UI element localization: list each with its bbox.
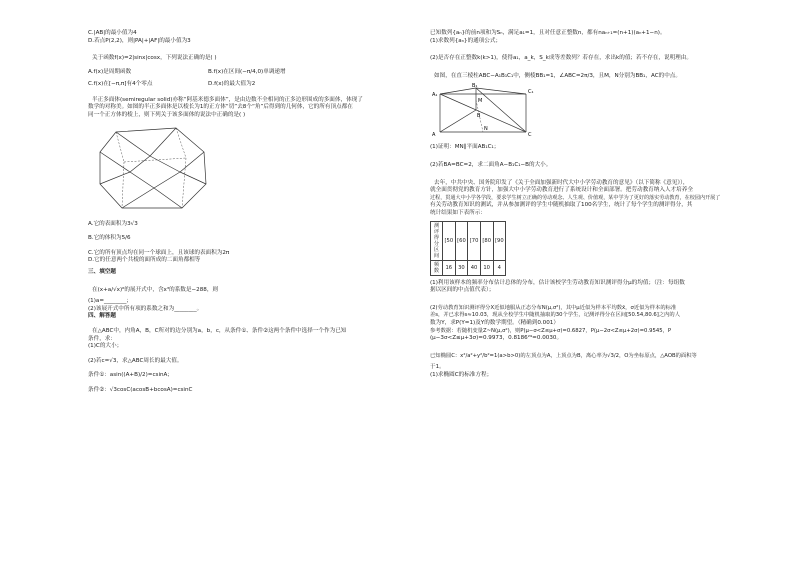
table-cell: 4 bbox=[493, 260, 506, 275]
table-row bbox=[431, 260, 506, 275]
question-triangle-text-2: 条件，求： bbox=[88, 335, 116, 342]
option-c-ab-min: C.|AB|的最小值为4 bbox=[88, 30, 137, 36]
table-row-label: 频数 bbox=[431, 260, 443, 275]
question-sequence-stem: 已知数列{aₙ}的前n项和为Sₙ，满足a₁=1，且对任意正整数n，都有naₙ₊₁=(n+1)(aₙ+1−n)。 bbox=[430, 30, 666, 36]
question-stat-part1: (1)利用该样本的频率分布估计总体的分布，估计该校学生劳动教育知识测评得分μ的均值；（注：每组数 bbox=[430, 279, 685, 286]
label-m: M bbox=[478, 98, 483, 105]
question-binomial-stem: 在(x+a/√x)⁶的展开式中，含x³的系数是−288，则 bbox=[92, 286, 219, 293]
question-triangle-part2: (2)若c=√3，求△ABC周长的最大值。 bbox=[88, 357, 183, 364]
polyhedron-figure bbox=[94, 122, 214, 214]
option-d: D.f(x)的最大值为2 bbox=[208, 80, 256, 87]
option-a: A.f(x)是周期函数 bbox=[88, 68, 132, 75]
table-row bbox=[431, 221, 506, 260]
left-column bbox=[88, 30, 438, 394]
question-poly-option-b: B.它的体积为5/6 bbox=[88, 235, 131, 242]
question-ellipse-part1: (1)求椭圆C的标准方程； bbox=[430, 371, 493, 378]
table-cell: 16 bbox=[443, 260, 456, 275]
option-c: C.f(x)在[−π,π]有4个零点 bbox=[88, 80, 153, 87]
question-poly-text-3: 同一个正方体的棱上，则下列关于该多面体的说法中正确的是( ) bbox=[88, 111, 246, 118]
section-answer-heading: 四、解答题 bbox=[88, 313, 116, 320]
question-prism-part2: (2)若BA=BC=2，求二面角A−B₁C₁−B的大小。 bbox=[430, 161, 552, 168]
question-function-options-row2 bbox=[88, 79, 438, 87]
question-poly-text-1: 半正多面体(semiregular solid)亦称“阿基米德多面体”，是由边数不全相同的正多边形围成的多面体，体现了 bbox=[92, 96, 363, 103]
question-sequence-part1: (1)求数列{aₙ}的通项公式； bbox=[430, 37, 502, 44]
question-triangle-condition1: 条件①：asin((A+B)/2)=csinA； bbox=[88, 372, 173, 379]
question-stat-reference-cont: (μ−3σ<Z≤μ+3σ)=0.9973，0.8186²⁹=0.0030。 bbox=[430, 335, 563, 342]
table-cell: 10 bbox=[480, 260, 493, 275]
question-prism-stem: 如图，在直三棱柱ABC−A₁B₁C₁中，侧棱BB₁=1，∠ABC=2π/3，且M，N分别为BB₁，AC的中点。 bbox=[434, 72, 681, 79]
right-column bbox=[430, 30, 780, 379]
label-a1: A₁ bbox=[432, 92, 438, 99]
label-n: N bbox=[484, 126, 488, 133]
question-binomial-part1: (1)a=________； bbox=[88, 298, 133, 305]
option-b: B.f(x)在区间(−π/4,0)单调递增 bbox=[208, 68, 286, 75]
table-cell: [90 bbox=[493, 221, 506, 260]
score-frequency-table bbox=[430, 221, 506, 276]
question-stat-part2-cont2: 数为Y，求P(Y=1)及Y的数学期望。（精确到0.001） bbox=[430, 319, 559, 326]
label-c: C bbox=[528, 132, 532, 139]
question-stat-text-1: 去年，中共中央、国务院印发了《关于全面加强新时代大中小学劳动教育的意见》（以下简称《意见》）， bbox=[434, 179, 689, 186]
question-triangle-text-1: 在△ABC中，内角A，B，C所对的边分别为a，b，c，从条件①、条件②这两个条件中选择一个作为已知 bbox=[92, 327, 347, 334]
option-d-pa-af-min: D.若点P(2,2)，则|PA|+|AF|的最小值为3 bbox=[88, 37, 191, 44]
label-b1: B₁ bbox=[472, 83, 478, 90]
question-triangle-part1: (1)C的大小； bbox=[88, 343, 123, 350]
question-triangle-condition2: 条件②：√3cosC(acosB+bcosA)=csinC bbox=[88, 386, 193, 393]
question-ellipse-stem-cont: 于1。 bbox=[430, 364, 445, 371]
question-poly-option-a: A.它的表面积为3√3 bbox=[88, 220, 138, 227]
question-stat-text-3: 过程，贯通大中小学各学段，要求学生树立正确的劳动观念、人生观、价值观，某中学为了更好的落实劳动教育，在校园内开展了 bbox=[430, 194, 721, 201]
section-fill-blank-heading: 三、填空题 bbox=[88, 268, 116, 275]
question-function-stem: 关于函数f(x)=2|sinx|cosx，下列说法正确的是( ) bbox=[92, 55, 217, 62]
question-stat-text-4: 有关劳动教育知识的测试，并从参加测评的学生中随机抽取了100名学生，统计了每个学生的测评得分，其 bbox=[430, 202, 693, 209]
question-stat-reference: 参考数据：若随机变量Z~N(μ,σ²)，则P(μ−σ<Z≤μ+σ)=0.6827，P(μ−2σ<Z≤μ+2σ)=0.9545，P bbox=[430, 327, 672, 334]
question-ellipse-stem: 已知椭圆C：x²/a²+y²/b²=1(a>b>0)的左顶点为A，上顶点为B，离心率为√3/2，O为坐标原点，△AOB的面积等 bbox=[430, 352, 697, 359]
question-stat-part1-cont: 据以区间的中点值代表）； bbox=[430, 287, 495, 294]
question-function-options-row1 bbox=[88, 67, 438, 75]
table-row-label: 测评得分区间 bbox=[431, 221, 443, 260]
question-stat-part2-cont1: 差s，并已求得s≈10.03，现从全校学生中随机抽取的30个学生，记测评得分在区间[50.54,80.6]之内的人 bbox=[430, 312, 681, 319]
label-a: A bbox=[432, 132, 436, 139]
label-b: B bbox=[477, 113, 481, 120]
table-cell: [70 bbox=[468, 221, 481, 260]
table-cell: 30 bbox=[455, 260, 468, 275]
question-poly-option-d: D.它的任意两个共棱的面所成的二面角都相等 bbox=[88, 257, 201, 264]
prism-figure bbox=[430, 82, 540, 144]
question-sequence-part2: (2)是否存在正整数k(k>1)，使得a₁，a_k，S_k成等差数列？若存在，求出k的值；若不存在，说明理由。 bbox=[430, 55, 692, 62]
question-stat-text-2: 就全面贯彻党的教育方针，加强大中小学劳动教育进行了系统设计和全面部署。把劳动教育纳入人才培养全 bbox=[430, 187, 693, 194]
table-cell: [80 bbox=[480, 221, 493, 260]
table-cell: [60 bbox=[455, 221, 468, 260]
question-poly-text-2: 数学的对称美。如图的半正多面体是以棱长为1的正方体“切”去8个“角”后得到的几何体，它的所有顶点都在 bbox=[88, 104, 353, 111]
label-c1: C₁ bbox=[528, 89, 534, 96]
question-stat-part2: (2)劳动教育知识测评得分X近似地服从正态分布N(μ,σ²)，其中μ近似为样本平均数x̄，σ近似为样本的标准 bbox=[430, 304, 677, 311]
table-cell: [50 bbox=[443, 221, 456, 260]
question-stat-text-5: 统计结果如下表所示： bbox=[430, 209, 486, 216]
question-poly-option-c: C.它的所有顶点均在同一个球面上，且该球的表面积为2π bbox=[88, 249, 230, 256]
question-prism-part1: (1)证明：MN∥平面AB₁C₁； bbox=[430, 144, 500, 151]
question-binomial-part2: (2)该展开式中所有项的系数之和为________。 bbox=[88, 305, 203, 312]
table-cell: 40 bbox=[468, 260, 481, 275]
